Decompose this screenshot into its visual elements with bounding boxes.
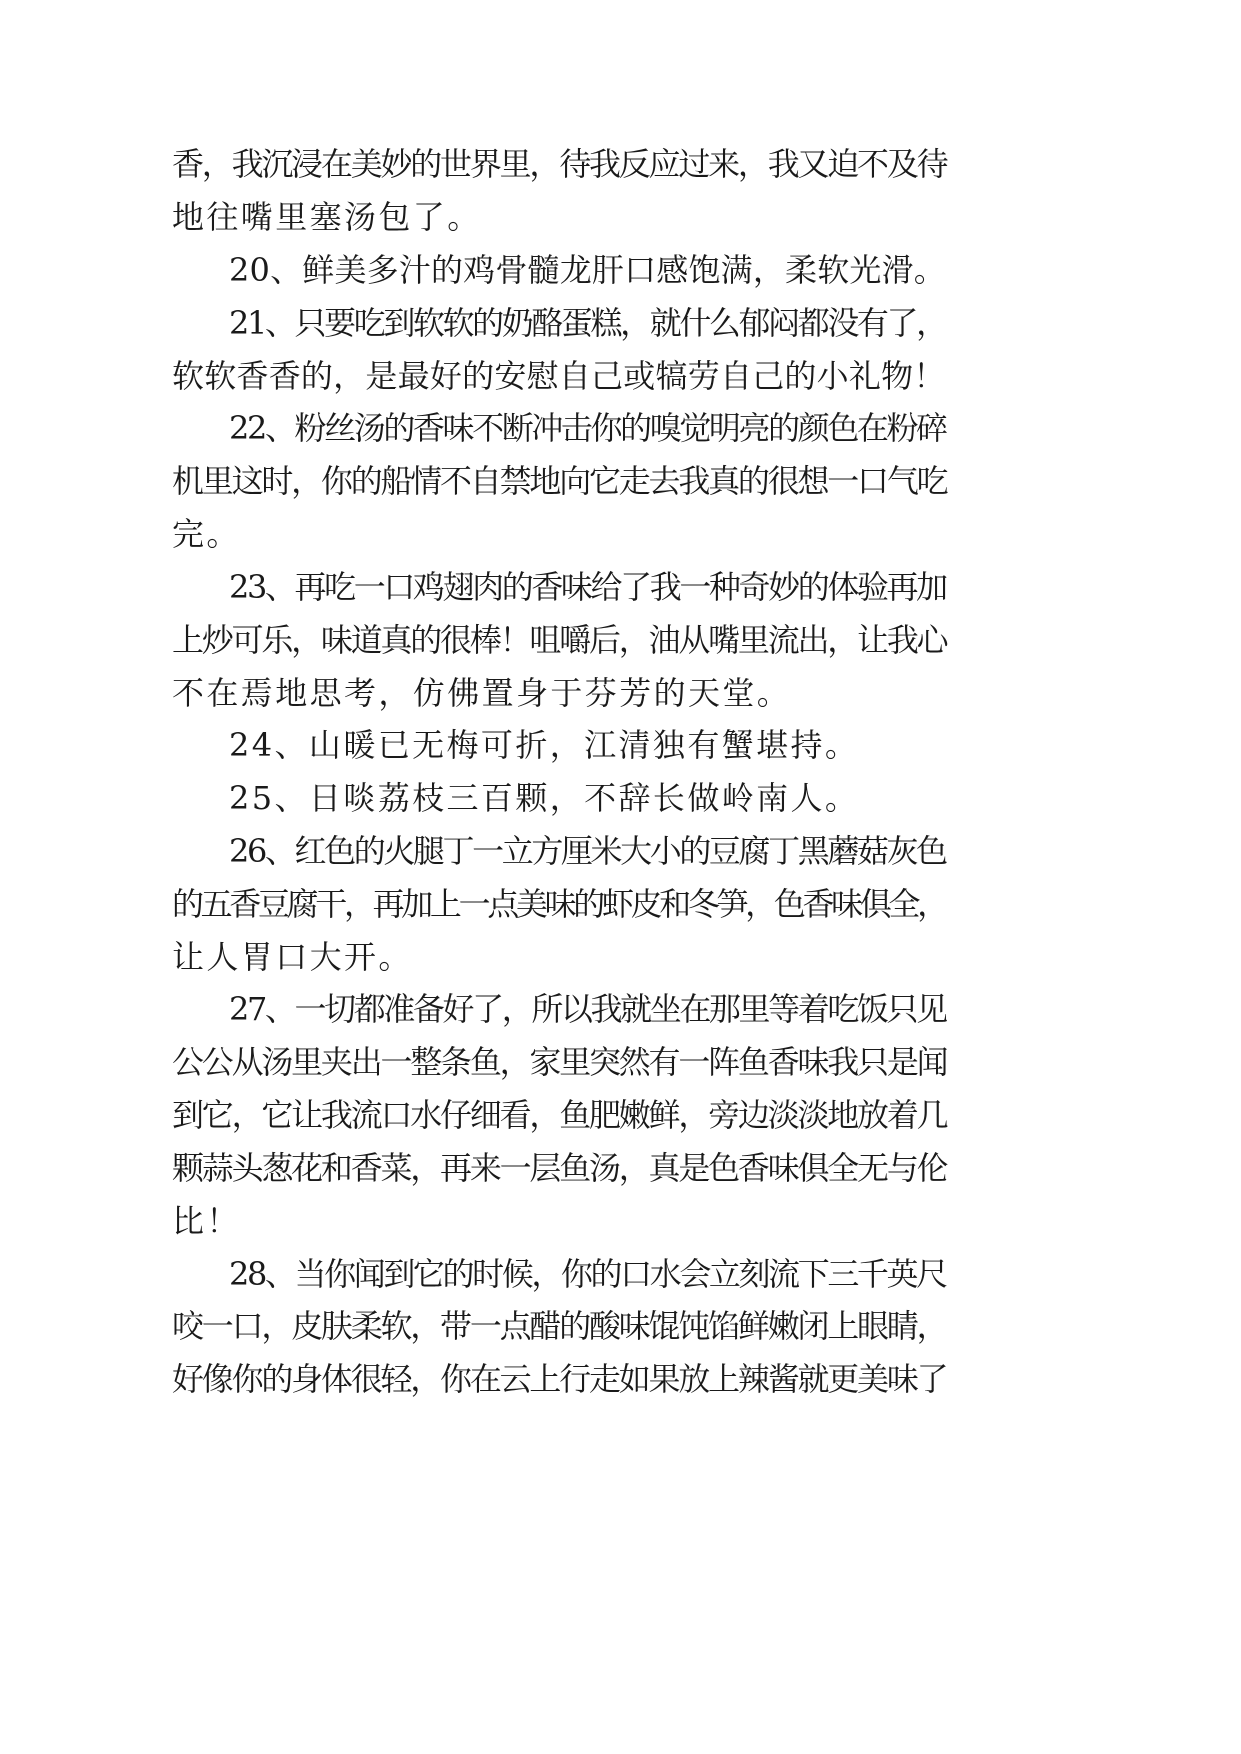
text-line: 26、红色的火腿丁一立方厘米大小的豆腐丁黑蘑菇灰色 xyxy=(229,832,946,870)
text-line: 让人胃口大开。 xyxy=(172,938,413,976)
text-line: 比！ xyxy=(172,1202,241,1240)
text-line: 27、一切都准备好了，所以我就坐在那里等着吃饭只见 xyxy=(229,990,946,1028)
text-line: 机里这时，你的船情不自禁地向它走去我真的很想一口气吃 xyxy=(172,462,947,500)
text-line: 完。 xyxy=(172,515,241,553)
text-line: 28、当你闻到它的时候，你的口水会立刻流下三千英尺 xyxy=(229,1255,946,1293)
text-line: 到它，它让我流口水仔细看，鱼肥嫩鲜，旁边淡淡地放着几 xyxy=(172,1096,947,1134)
text-line: 香，我沉浸在美妙的世界里，待我反应过来，我又迫不及待 xyxy=(172,145,947,183)
text-line: 22、粉丝汤的香味不断冲击你的嗅觉明亮的颜色在粉碎 xyxy=(229,409,946,447)
text-line: 的五香豆腐干，再加上一点美味的虾皮和冬笋，色香味俱全， xyxy=(172,885,946,923)
text-line: 地往嘴里塞汤包了。 xyxy=(172,198,482,236)
text-line: 咬一口，皮肤柔软，带一点醋的酸味馄饨馅鲜嫩闭上眼睛， xyxy=(172,1307,947,1345)
text-line: 颗蒜头葱花和香菜，再来一层鱼汤，真是色香味俱全无与伦 xyxy=(172,1149,947,1187)
text-line: 24、山暖已无梅可折，江清独有蟹堪持。 xyxy=(229,726,860,764)
text-line: 公公从汤里夹出一整条鱼，家里突然有一阵鱼香味我只是闻 xyxy=(172,1043,947,1081)
text-line: 25、日啖荔枝三百颗，不辞长做岭南人。 xyxy=(229,779,860,817)
text-line: 21、只要吃到软软的奶酪蛋糕，就什么郁闷都没有了， xyxy=(229,304,946,342)
text-line: 好像你的身体很轻，你在云上行走如果放上辣酱就更美味了 xyxy=(172,1360,947,1398)
text-line: 20、鲜美多汁的鸡骨髓龙肝口感饱满，柔软光滑。 xyxy=(229,251,946,289)
text-line: 软软香香的，是最好的安慰自己或犒劳自己的小礼物！ xyxy=(172,357,946,395)
text-line: 不在焉地思考，仿佛置身于芬芳的天堂。 xyxy=(172,674,792,712)
text-line: 上炒可乐，味道真的很棒！咀嚼后，油从嘴里流出，让我心 xyxy=(172,621,947,659)
text-line: 23、再吃一口鸡翅肉的香味给了我一种奇妙的体验再加 xyxy=(229,568,946,606)
